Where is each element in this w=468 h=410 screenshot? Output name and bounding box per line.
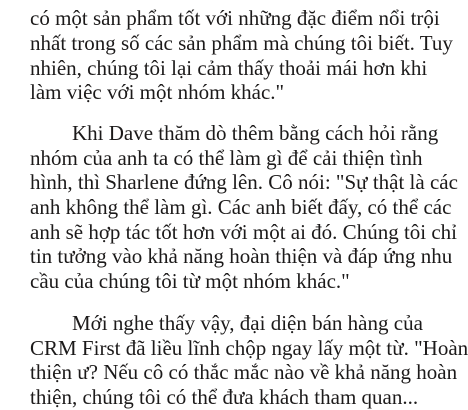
- text-line: nhất trong số các sản phẩm mà chúng tôi biết. Tuy: [30, 31, 453, 55]
- text-line: Mới nghe thấy vậy, đại diện bán hàng của: [72, 311, 423, 335]
- text-line: cầu của chúng tôi từ một nhóm khác.": [30, 269, 350, 293]
- text-line: Khi Dave thăm dò thêm bằng cách hỏi rằng: [72, 121, 439, 145]
- text-line: có một sản phẩm tốt với những đặc điểm nổi trội: [30, 6, 440, 30]
- text-line: anh không thể làm gì. Các anh biết đấy, có thể các: [30, 195, 452, 219]
- text-line: hình, thì Sharlene đứng lên. Cô nói: "Sự thật là các: [30, 170, 458, 194]
- text-line: tin tưởng vào khả năng hoàn thiện và đáp ứng nhu: [30, 244, 453, 268]
- text-line: làm việc với một nhóm khác.": [30, 80, 285, 104]
- text-line: anh sẽ hợp tác tốt hơn với một ai đó. Chúng tôi chỉ: [30, 220, 458, 244]
- text-line: thiện, chúng tôi có thể đưa khách tham quan...: [30, 385, 419, 409]
- text-line: nhóm của anh ta có thể làm gì để cải thiện tình: [30, 146, 423, 170]
- text-line: thiện ư? Nếu cô có thắc mắc nào về khả năng hoàn: [30, 360, 458, 384]
- text-line: CRM First đã liều lĩnh chộp ngay lấy một từ. "Hoàn: [30, 336, 468, 360]
- text-line: nhiên, chúng tôi lại cảm thấy thoải mái hơn khi: [30, 56, 428, 80]
